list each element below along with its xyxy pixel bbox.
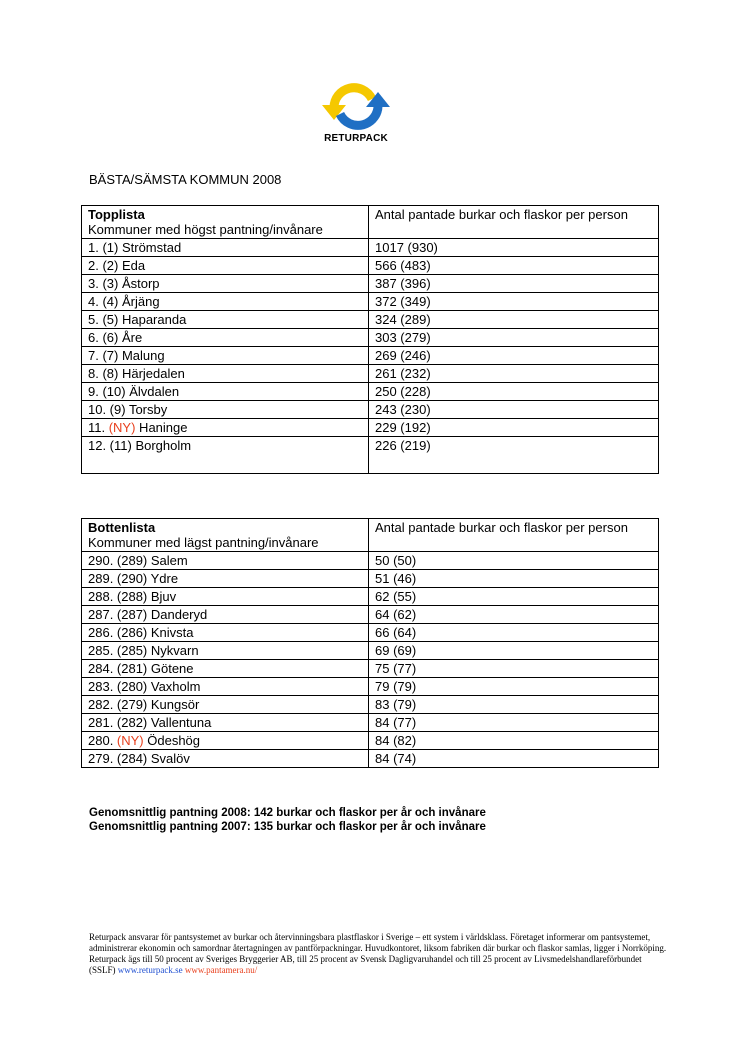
value-cell: 51 (46) [369, 570, 659, 588]
rank-label: 281. (282) [88, 715, 151, 730]
value-cell: 64 (62) [369, 606, 659, 624]
table-row [82, 293, 659, 311]
rank-label: 280. [88, 733, 117, 748]
rank-label: 286. (286) [88, 625, 151, 640]
value-cell: 69 (69) [369, 642, 659, 660]
municipality-cell [82, 239, 369, 257]
rank-label: 284. (281) [88, 661, 151, 676]
municipality-cell [82, 696, 369, 714]
table-row [82, 419, 659, 437]
municipality-cell [82, 678, 369, 696]
rank-label: 7. (7) [88, 348, 122, 363]
value-cell: 387 (396) [369, 275, 659, 293]
top-list-table [81, 205, 659, 474]
rank-label: 2. (2) [88, 258, 122, 273]
table-row [82, 311, 659, 329]
municipality-name: Borgholm [135, 438, 192, 453]
value-cell: 83 (79) [369, 696, 659, 714]
municipality-cell [82, 401, 369, 419]
municipality-cell [82, 437, 369, 474]
municipality-cell [82, 642, 369, 660]
municipality-name: Kungsör [150, 697, 200, 712]
table-header-row [82, 519, 659, 552]
table-row [82, 588, 659, 606]
value-cell: 250 (228) [369, 383, 659, 401]
returpack-logo [316, 82, 396, 148]
municipality-cell [82, 347, 369, 365]
average-2007: Genomsnittlig pantning 2007: 135 burkar och flaskor per år och invånare [89, 821, 486, 833]
rank-label: 12. (11) [88, 438, 136, 453]
table-row [82, 329, 659, 347]
value-cell: 50 (50) [369, 552, 659, 570]
average-summary [89, 806, 486, 834]
municipality-cell [82, 552, 369, 570]
table-row [82, 732, 659, 750]
municipality-name: Eda [121, 258, 146, 273]
average-2008: Genomsnittlig pantning 2008: 142 burkar och flaskor per år och invånare [89, 807, 486, 819]
value-cell: 243 (230) [369, 401, 659, 419]
table-row [82, 437, 659, 474]
value-cell: 566 (483) [369, 257, 659, 275]
table-header-row [82, 206, 659, 239]
value-cell: 229 (192) [369, 419, 659, 437]
municipality-name: Härjedalen [121, 366, 185, 381]
municipality-cell [82, 365, 369, 383]
municipality-name: Vallentuna [150, 715, 212, 730]
table-row [82, 365, 659, 383]
municipality-cell [82, 660, 369, 678]
rank-label: 288. (288) [88, 589, 151, 604]
municipality-name: Nykvarn [150, 643, 199, 658]
table-heading: Bottenlista [88, 520, 156, 535]
value-cell: 261 (232) [369, 365, 659, 383]
value-cell: 79 (79) [369, 678, 659, 696]
rank-label: 285. (285) [88, 643, 151, 658]
municipality-cell [82, 275, 369, 293]
table-row [82, 642, 659, 660]
municipality-cell [82, 606, 369, 624]
municipality-name: Danderyd [150, 607, 208, 622]
rank-label: 3. (3) [88, 276, 122, 291]
municipality-name: Strömstad [121, 240, 182, 255]
table-row [82, 696, 659, 714]
value-cell: 303 (279) [369, 329, 659, 347]
municipality-cell [82, 570, 369, 588]
table-row [82, 678, 659, 696]
municipality-cell [82, 588, 369, 606]
municipality-cell [82, 383, 369, 401]
rank-label: 283. (280) [88, 679, 151, 694]
municipality-name: Malung [121, 348, 165, 363]
rank-label: 4. (4) [88, 294, 122, 309]
table-row [82, 275, 659, 293]
municipality-name: Ödeshög [143, 733, 201, 748]
municipality-name: Åre [121, 330, 143, 345]
table-row [82, 347, 659, 365]
rank-label: 10. (9) [88, 402, 129, 417]
municipality-name: Torsby [128, 402, 168, 417]
municipality-name: Svalöv [150, 751, 190, 766]
new-entry-badge: (NY) [116, 733, 144, 748]
rank-label: 5. (5) [88, 312, 122, 327]
recycle-arrows-icon [320, 82, 392, 132]
value-cell: 324 (289) [369, 311, 659, 329]
value-column-header: Antal pantade burkar och flaskor per person [369, 519, 659, 552]
value-cell: 75 (77) [369, 660, 659, 678]
table-row [82, 660, 659, 678]
rank-label: 290. (289) [88, 553, 151, 568]
value-cell: 372 (349) [369, 293, 659, 311]
municipality-cell [82, 750, 369, 768]
table-row [82, 714, 659, 732]
returpack-link[interactable]: www.returpack.se [117, 965, 183, 975]
pantamera-link[interactable]: www.pantamera.nu/ [184, 965, 258, 975]
footer-body: Returpack ansvarar för pantsystemet av burkar och återvinningsbara plastflaskor i Sverige – ett system i världsklass. Företaget informerar om pantsystemet, administrerar ekonomin och samordnar återtagningen av pantförpackningar. Huvudkontoret, liksom fabriken där burkar och flaskor samlas, ligger i Norrköping. Returpack ägs till 50 procent av Sveriges Bryggerier AB, till 25 procent av Svensk Dagligvaruhandel och till 25 procent av Livsmedelshandlareförbundet (SSLF) [89, 932, 667, 975]
table-row [82, 750, 659, 768]
rank-label: 279. (284) [88, 751, 151, 766]
municipality-name: Haninge [135, 420, 188, 435]
bottom-list-table [81, 518, 659, 768]
table-heading: Topplista [88, 207, 145, 222]
municipality-cell [82, 732, 369, 750]
rank-label: 289. (290) [88, 571, 151, 586]
table-row [82, 401, 659, 419]
municipality-name: Älvdalen [129, 384, 180, 399]
footer-text [89, 932, 669, 976]
municipality-cell [82, 714, 369, 732]
rank-label: 1. (1) [88, 240, 122, 255]
municipality-cell [82, 329, 369, 347]
rank-label: 287. (287) [88, 607, 151, 622]
value-cell: 226 (219) [369, 437, 659, 474]
table-subheading: Kommuner med högst pantning/invånare [88, 222, 323, 237]
table-row [82, 383, 659, 401]
rank-label: 9. (10) [88, 384, 130, 399]
municipality-cell [82, 293, 369, 311]
new-entry-badge: (NY) [108, 420, 136, 435]
municipality-name: Götene [150, 661, 194, 676]
table-row [82, 239, 659, 257]
rank-label: 11. [88, 420, 109, 435]
municipality-name: Bjuv [150, 589, 177, 604]
value-cell: 1017 (930) [369, 239, 659, 257]
document-title: BÄSTA/SÄMSTA KOMMUN 2008 [89, 172, 282, 187]
municipality-cell [82, 624, 369, 642]
municipality-name: Vaxholm [150, 679, 201, 694]
value-cell: 84 (77) [369, 714, 659, 732]
value-cell: 84 (82) [369, 732, 659, 750]
logo-wordmark: RETURPACK [324, 133, 388, 144]
municipality-name: Salem [150, 553, 188, 568]
table-row [82, 624, 659, 642]
value-cell: 84 (74) [369, 750, 659, 768]
table-row [82, 606, 659, 624]
municipality-name: Knivsta [150, 625, 194, 640]
municipality-cell [82, 419, 369, 437]
municipality-name: Ydre [150, 571, 179, 586]
municipality-cell [82, 311, 369, 329]
table-row [82, 570, 659, 588]
municipality-name: Åstorp [121, 276, 160, 291]
value-cell: 66 (64) [369, 624, 659, 642]
table-row [82, 257, 659, 275]
table-row [82, 552, 659, 570]
rank-label: 282. (279) [88, 697, 151, 712]
municipality-name: Haparanda [121, 312, 187, 327]
table-subheading: Kommuner med lägst pantning/invånare [88, 535, 319, 550]
rank-label: 6. (6) [88, 330, 122, 345]
rank-label: 8. (8) [88, 366, 122, 381]
value-cell: 269 (246) [369, 347, 659, 365]
municipality-cell [82, 257, 369, 275]
value-cell: 62 (55) [369, 588, 659, 606]
value-column-header: Antal pantade burkar och flaskor per person [369, 206, 659, 239]
municipality-name: Årjäng [121, 294, 160, 309]
